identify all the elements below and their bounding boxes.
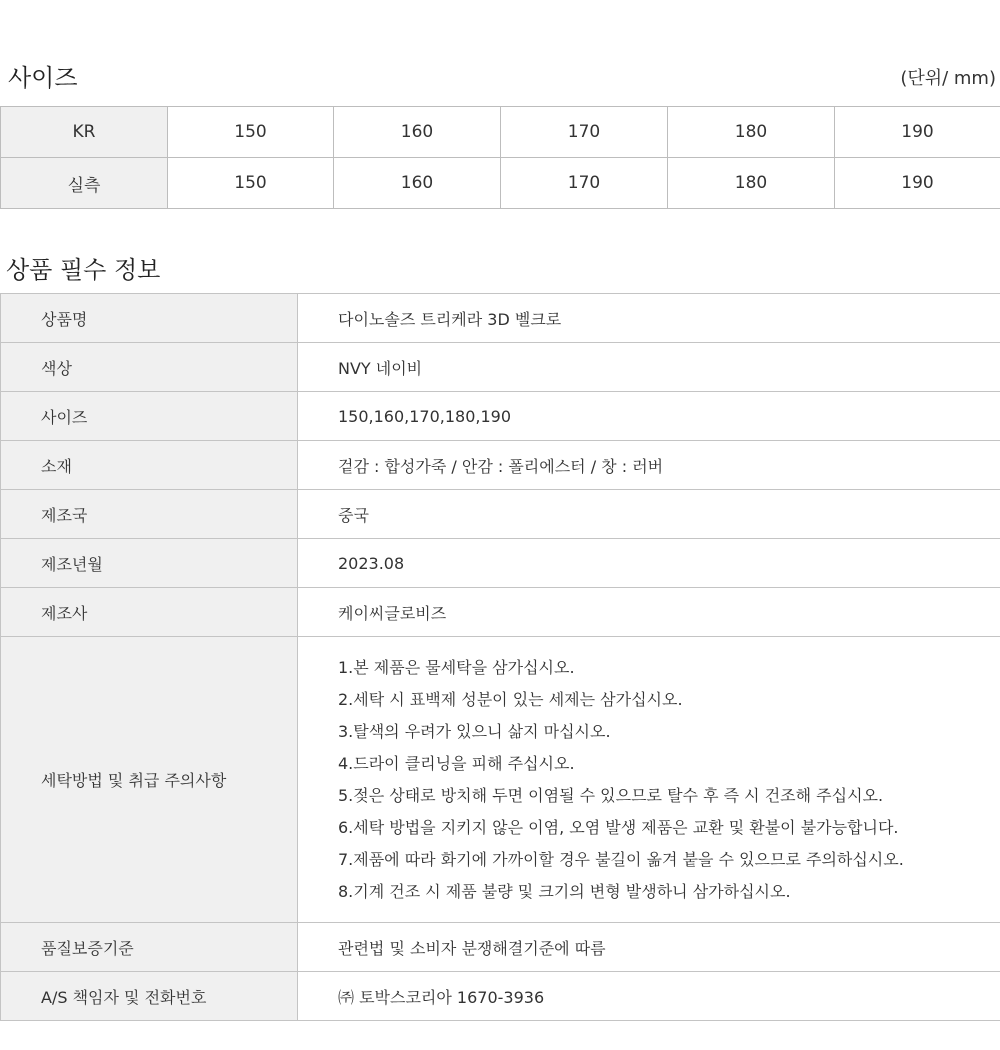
info-row-size bbox=[1, 392, 1000, 441]
size-cell: 180 bbox=[668, 158, 835, 209]
info-row-color bbox=[1, 343, 1000, 392]
info-row-care bbox=[1, 637, 1000, 923]
size-table bbox=[0, 106, 1000, 209]
info-label: 사이즈 bbox=[1, 392, 298, 441]
size-cell: 190 bbox=[835, 107, 1000, 158]
info-label: 제조국 bbox=[1, 490, 298, 539]
info-row-country bbox=[1, 490, 1000, 539]
size-row-measured bbox=[1, 158, 1000, 209]
size-cell: 160 bbox=[334, 107, 501, 158]
info-value: 케이씨글로비즈 bbox=[298, 588, 1000, 637]
care-instructions-list bbox=[338, 652, 1000, 908]
info-label: 색상 bbox=[1, 343, 298, 392]
info-label: 상품명 bbox=[1, 294, 298, 343]
size-unit-label: (단위/ mm) bbox=[900, 68, 996, 89]
info-row-product-name bbox=[1, 294, 1000, 343]
size-cell: 170 bbox=[501, 107, 668, 158]
info-value: NVY 네이비 bbox=[298, 343, 1000, 392]
info-row-material bbox=[1, 441, 1000, 490]
info-label: 제조사 bbox=[1, 588, 298, 637]
size-row-label: KR bbox=[1, 107, 168, 158]
care-instruction-item: 3.탈색의 우려가 있으니 삶지 마십시오. bbox=[338, 721, 611, 741]
info-row-manufacture-date bbox=[1, 539, 1000, 588]
care-instruction-item: 4.드라이 클리닝을 피해 주십시오. bbox=[338, 753, 575, 773]
care-instruction-item: 8.기계 건조 시 제품 불량 및 크기의 변형 발생하니 삼가하십시오. bbox=[338, 881, 791, 901]
size-section-title: 사이즈 bbox=[8, 64, 78, 92]
size-cell: 160 bbox=[334, 158, 501, 209]
product-info-table bbox=[0, 293, 1000, 1021]
care-instruction-item: 1.본 제품은 물세탁을 삼가십시오. bbox=[338, 657, 575, 677]
info-section-title: 상품 필수 정보 bbox=[6, 256, 161, 284]
care-instruction-item: 5.젖은 상태로 방치해 두면 이염될 수 있으므로 탈수 후 즉 시 건조해 주십시오. bbox=[338, 785, 884, 805]
size-cell: 150 bbox=[168, 107, 334, 158]
info-label: 소재 bbox=[1, 441, 298, 490]
info-label: 품질보증기준 bbox=[1, 923, 298, 972]
info-value: ㈜ 토박스코리아 1670-3936 bbox=[298, 972, 1000, 1021]
size-row-kr bbox=[1, 107, 1000, 158]
info-row-quality-standard bbox=[1, 923, 1000, 972]
care-instruction-item: 6.세탁 방법을 지키지 않은 이염, 오염 발생 제품은 교환 및 환불이 불가능합니다. bbox=[338, 817, 899, 837]
care-instruction-item: 2.세탁 시 표백제 성분이 있는 세제는 삼가십시오. bbox=[338, 689, 683, 709]
info-label: 세탁방법 및 취급 주의사항 bbox=[1, 637, 298, 923]
info-value: 겉감 : 합성가죽 / 안감 : 폴리에스터 / 창 : 러버 bbox=[298, 441, 1000, 490]
info-value: 중국 bbox=[298, 490, 1000, 539]
info-value: 다이노솔즈 트리케라 3D 벨크로 bbox=[298, 294, 1000, 343]
info-label: A/S 책임자 및 전화번호 bbox=[1, 972, 298, 1021]
care-instructions-cell bbox=[298, 637, 1000, 923]
size-section-header bbox=[0, 56, 1000, 96]
info-value: 2023.08 bbox=[298, 539, 1000, 588]
care-instruction-item: 7.제품에 따라 화기에 가까이할 경우 불길이 옮겨 붙을 수 있으므로 주의하십시오. bbox=[338, 849, 904, 869]
info-label: 제조년월 bbox=[1, 539, 298, 588]
info-row-as-contact bbox=[1, 972, 1000, 1021]
size-cell: 150 bbox=[168, 158, 334, 209]
info-value: 150,160,170,180,190 bbox=[298, 392, 1000, 441]
size-row-label: 실측 bbox=[1, 158, 168, 209]
size-cell: 170 bbox=[501, 158, 668, 209]
info-value: 관련법 및 소비자 분쟁해결기준에 따름 bbox=[298, 923, 1000, 972]
size-cell: 190 bbox=[835, 158, 1000, 209]
info-row-manufacturer bbox=[1, 588, 1000, 637]
size-cell: 180 bbox=[668, 107, 835, 158]
